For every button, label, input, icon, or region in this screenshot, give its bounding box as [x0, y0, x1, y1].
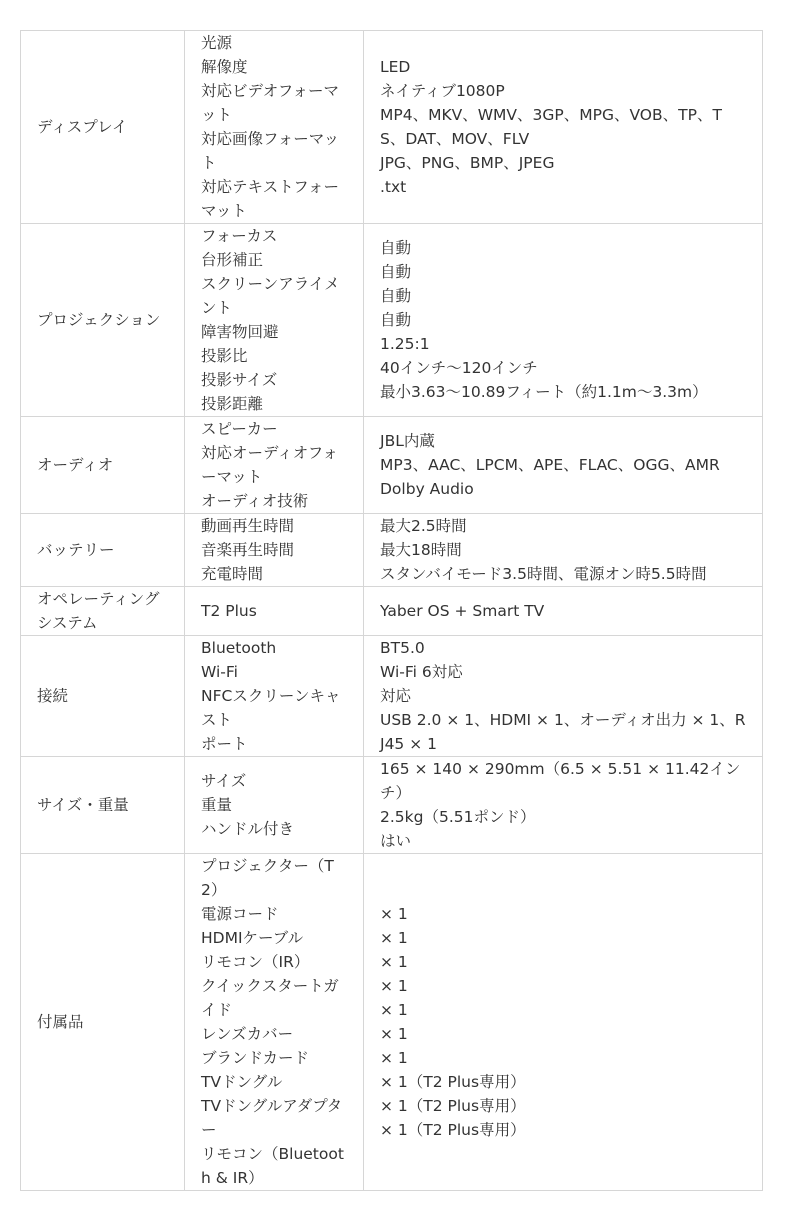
value-text: 最小3.63〜10.89フィート（約1.1m〜3.3m） — [380, 383, 708, 401]
value-text: × 1 — [380, 977, 408, 995]
item-label: フォーカス — [201, 227, 278, 245]
value-text: ネイティブ1080P — [380, 82, 505, 100]
spec-row-size-weight — [21, 757, 763, 854]
item-label: NFCスクリーンキャスト — [201, 687, 341, 729]
value-text: × 1 — [380, 1001, 408, 1019]
item-label: オーディオ技術 — [201, 492, 309, 510]
value-text: × 1（T2 Plus専用） — [380, 1097, 526, 1115]
item-label: ハンドル付き — [201, 820, 295, 838]
category-label: オーディオ — [37, 456, 114, 474]
item-label: 対応画像フォーマット — [201, 130, 340, 172]
category-cell — [21, 514, 185, 587]
spec-table — [20, 30, 763, 1191]
values-cell — [364, 854, 763, 1191]
value-text: JPG、PNG、BMP、JPEG — [380, 154, 555, 172]
values-cell — [364, 757, 763, 854]
value-text: LED — [380, 58, 411, 76]
category-cell — [21, 31, 185, 224]
values-cell — [364, 31, 763, 224]
value-text: .txt — [380, 178, 407, 196]
value-text: 対応 — [380, 687, 412, 705]
item-label: TVドングルアダプター — [201, 1097, 343, 1139]
items-cell — [185, 636, 364, 757]
items-cell — [185, 31, 364, 224]
value-text: Yaber OS + Smart TV — [380, 602, 545, 620]
value-text: MP4、MKV、WMV、3GP、MPG、VOB、TP、TS、DAT、MOV、FLV — [380, 106, 722, 148]
category-label: オペレーティングシステム — [37, 590, 160, 632]
items-cell — [185, 587, 364, 636]
value-text: スタンバイモード3.5時間、電源オン時5.5時間 — [380, 565, 707, 583]
values-cell — [364, 587, 763, 636]
item-label: 投影サイズ — [201, 371, 278, 389]
item-label: 投影距離 — [201, 395, 264, 413]
item-label: スピーカー — [201, 420, 278, 438]
category-cell — [21, 757, 185, 854]
item-label: T2 Plus — [201, 602, 257, 620]
spec-row-connectivity — [21, 636, 763, 757]
category-cell — [21, 854, 185, 1191]
category-cell — [21, 587, 185, 636]
values-cell — [364, 417, 763, 514]
item-label: 対応テキストフォーマット — [201, 178, 339, 220]
category-label: 付属品 — [37, 1013, 84, 1031]
value-text: 自動 — [380, 239, 412, 257]
item-label: リモコン（IR） — [201, 953, 310, 971]
item-label: レンズカバー — [201, 1025, 294, 1043]
item-label: ブランドカード — [201, 1049, 310, 1067]
items-cell — [185, 854, 364, 1191]
item-label: 充電時間 — [201, 565, 264, 583]
item-label: 光源 — [201, 34, 233, 52]
values-cell — [364, 514, 763, 587]
value-text: × 1 — [380, 929, 408, 947]
item-label: 音楽再生時間 — [201, 541, 295, 559]
value-text: 1.25:1 — [380, 335, 430, 353]
value-text: 最大2.5時間 — [380, 517, 467, 535]
value-text: × 1（T2 Plus専用） — [380, 1073, 526, 1091]
value-text: × 1 — [380, 905, 408, 923]
category-label: サイズ・重量 — [37, 796, 129, 814]
value-text: MP3、AAC、LPCM、APE、FLAC、OGG、AMR — [380, 456, 720, 474]
value-text: JBL内蔵 — [380, 432, 435, 450]
item-label: 重量 — [201, 796, 233, 814]
value-text: × 1（T2 Plus専用） — [380, 1121, 526, 1139]
category-label: 接続 — [37, 687, 69, 705]
item-label: 電源コード — [201, 905, 279, 923]
value-text: Wi-Fi 6対応 — [380, 663, 463, 681]
value-text: 自動 — [380, 287, 412, 305]
value-text: × 1 — [380, 1025, 408, 1043]
category-cell — [21, 636, 185, 757]
item-label: 対応ビデオフォーマット — [201, 82, 339, 124]
category-cell — [21, 224, 185, 417]
value-text: 自動 — [380, 311, 412, 329]
value-text: 最大18時間 — [380, 541, 462, 559]
item-label: 台形補正 — [201, 251, 264, 269]
value-text: 40インチ〜120インチ — [380, 359, 538, 377]
item-label: HDMIケーブル — [201, 929, 304, 947]
category-label: プロジェクション — [37, 311, 161, 329]
category-label: ディスプレイ — [37, 118, 128, 136]
item-label: リモコン（Bluetooth & IR） — [201, 1145, 344, 1187]
value-text: 自動 — [380, 263, 412, 281]
item-label: 対応オーディオフォーマット — [201, 444, 339, 486]
value-text: Dolby Audio — [380, 480, 474, 498]
item-label: サイズ — [201, 772, 247, 790]
items-cell — [185, 514, 364, 587]
value-text: × 1 — [380, 953, 408, 971]
item-label: TVドングル — [201, 1073, 283, 1091]
spec-row-os — [21, 587, 763, 636]
spec-row-accessories — [21, 854, 763, 1191]
spec-table-container — [20, 30, 762, 1191]
spec-row-battery — [21, 514, 763, 587]
item-label: 障害物回避 — [201, 323, 279, 341]
spec-row-display — [21, 31, 763, 224]
item-label: 解像度 — [201, 58, 248, 76]
item-label: 動画再生時間 — [201, 517, 295, 535]
category-cell — [21, 417, 185, 514]
item-label: 投影比 — [201, 347, 248, 365]
values-cell — [364, 224, 763, 417]
value-text: 2.5kg（5.51ポンド） — [380, 808, 536, 826]
item-label: ポート — [201, 735, 248, 753]
value-text: USB 2.0 × 1、HDMI × 1、オーディオ出力 × 1、RJ45 × 1 — [380, 711, 746, 753]
value-text: はい — [380, 832, 412, 850]
items-cell — [185, 417, 364, 514]
value-text: BT5.0 — [380, 639, 425, 657]
value-text: × 1 — [380, 1049, 408, 1067]
values-cell — [364, 636, 763, 757]
category-label: バッテリー — [37, 541, 115, 559]
item-label: クイックスタートガイド — [201, 977, 339, 1019]
value-text: 165 × 140 × 290mm（6.5 × 5.51 × 11.42インチ） — [380, 760, 741, 802]
spec-row-projection — [21, 224, 763, 417]
item-label: プロジェクター（T2） — [201, 857, 334, 899]
items-cell — [185, 224, 364, 417]
item-label: Bluetooth — [201, 639, 277, 657]
item-label: Wi-Fi — [201, 663, 238, 681]
item-label: スクリーンアライメント — [201, 275, 340, 317]
items-cell — [185, 757, 364, 854]
spec-row-audio — [21, 417, 763, 514]
